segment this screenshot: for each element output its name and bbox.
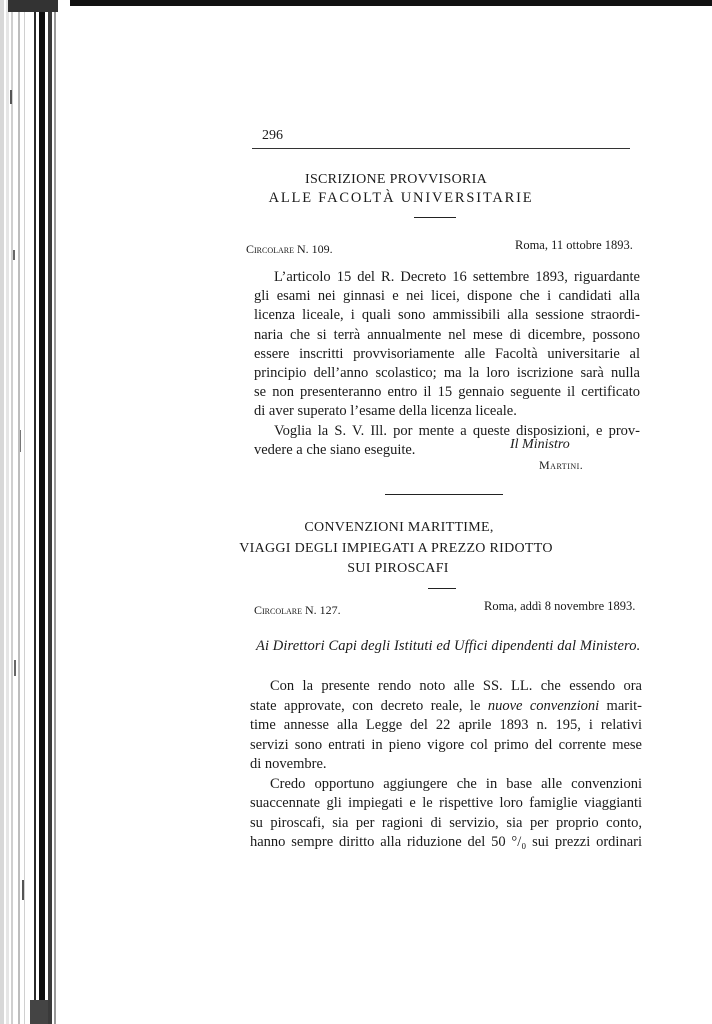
section2-line: hanno sempre diritto alla riduzione del 50 °/₀ sui prezzi ordinari bbox=[250, 834, 642, 850]
section1-title-line1: ISCRIZIONE PROVVISORIA bbox=[305, 172, 487, 187]
section2-line-part: marit- bbox=[599, 697, 642, 714]
section2-addressee: Ai Direttori Capi degli Istituti ed Uffici dipendenti dal Ministero. bbox=[256, 638, 641, 654]
section1-line: essere inscritti provvisoriamente alle Facoltà universitarie al bbox=[254, 345, 640, 362]
section2-circolare: Circolare N. 127. bbox=[254, 603, 341, 617]
section2-title-line3: SUI PIROSCAFI bbox=[347, 561, 449, 576]
section2-line: servizi sono entrati in pieno vigore col primo del corrente mese bbox=[250, 736, 642, 753]
section-separator bbox=[385, 494, 503, 495]
section2-date: Roma, addì 8 novembre 1893. bbox=[484, 599, 636, 613]
section1-title-rule bbox=[414, 217, 456, 218]
section1-line: Voglia la S. V. Ill. por mente a queste disposizioni, e prov- bbox=[274, 422, 640, 439]
section2-line: time annesse alla Legge del 22 aprile 1893 n. 195, i relativi bbox=[250, 717, 642, 733]
section2-title-line1: CONVENZIONI MARITTIME, bbox=[304, 520, 494, 535]
section1-line: L’articolo 15 del R. Decreto 16 settembre 1893, riguardante bbox=[274, 269, 640, 285]
section2-title-rule bbox=[428, 588, 456, 589]
section2-emphasis: nuove convenzioni bbox=[487, 697, 600, 714]
section1-date: Roma, 11 ottobre 1893. bbox=[515, 238, 633, 252]
section2-line: di novembre. bbox=[250, 756, 327, 772]
section1-circolare: Circolare N. 109. bbox=[246, 242, 333, 256]
section1-line: naria che si terrà annualmente nel mese di dicembre, possono bbox=[254, 326, 640, 343]
section1-line: di aver superato l’esame della licenza liceale. bbox=[254, 403, 517, 420]
page-number: 296 bbox=[262, 128, 283, 143]
binding-edge bbox=[0, 0, 70, 1024]
signature-title: Il Ministro bbox=[510, 437, 570, 452]
section1-title-line2: ALLE FACOLTÀ UNIVERSITARIE bbox=[268, 190, 534, 206]
section2-line bbox=[250, 697, 642, 717]
section1-line: principio dell’anno scolastico; ma la loro iscrizione sarà nulla bbox=[254, 365, 640, 382]
signature-name: Martini. bbox=[539, 458, 584, 472]
section1-line: vedere a che siano eseguite. bbox=[254, 441, 416, 458]
section2-line: Con la presente rendo noto alle SS. LL. che essendo ora bbox=[270, 678, 642, 694]
section2-line: Credo opportuno aggiungere che in base alle convenzioni bbox=[270, 775, 642, 792]
section1-line: se non presenteranno entro il 15 gennaio seguente il certificato bbox=[254, 384, 640, 401]
header-rule bbox=[252, 148, 630, 149]
document-page bbox=[70, 0, 712, 1024]
section1-body bbox=[254, 268, 640, 460]
section2-line-part: state approvate, con decreto reale, le bbox=[250, 697, 488, 714]
section2-line: su piroscafi, sia per ragioni di servizio, sia per proprio conto, bbox=[250, 814, 642, 831]
section1-line: licenza liceale, i quali sono ammissibili alla sessione straordi- bbox=[254, 307, 640, 324]
section2-title-line2: VIAGGI DEGLI IMPIEGATI A PREZZO RIDOTTO bbox=[239, 541, 553, 556]
section1-line: gli esami nei ginnasi e nei licei, dispone che i candidati alla bbox=[254, 288, 640, 305]
section2-line: suaccennate gli impiegati e le rispettive loro famiglie viaggianti bbox=[250, 795, 642, 811]
section2-body bbox=[250, 677, 642, 853]
